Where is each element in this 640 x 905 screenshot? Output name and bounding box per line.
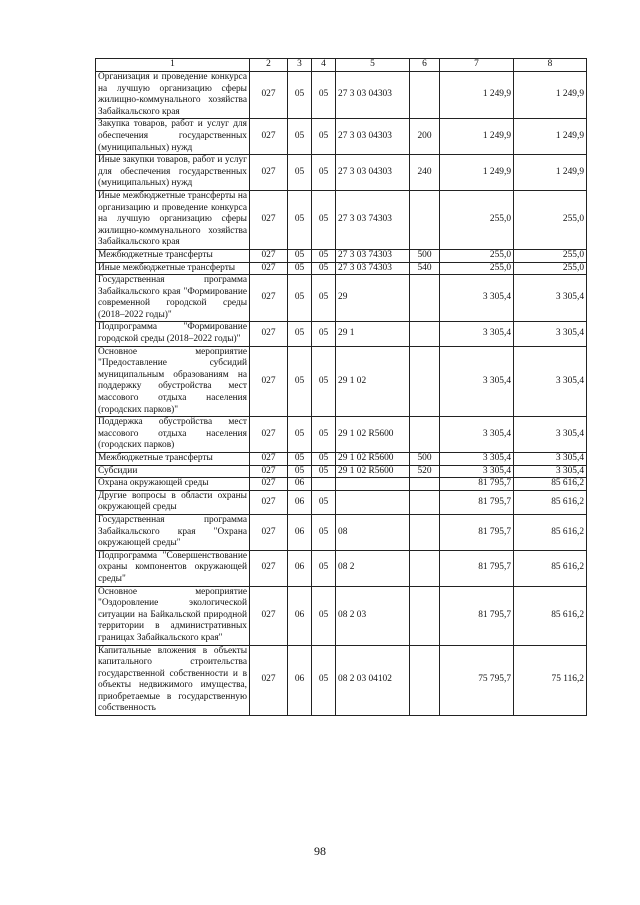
cell-amount-col7: 3 305,4 [440, 275, 514, 322]
cell-section: 06 [288, 478, 312, 491]
cell-target-article: 27 3 03 74303 [336, 262, 410, 275]
cell-section: 05 [288, 275, 312, 322]
cell-name: Государственная программа Забайкальского края "Формирование современной городской среды (2018–2022 годы)" [96, 275, 250, 322]
cell-amount-col7: 75 795,7 [440, 645, 514, 716]
cell-expense-type [410, 514, 440, 550]
cell-amount-col8: 85 616,2 [514, 514, 587, 550]
cell-section: 05 [288, 262, 312, 275]
cell-subsection: 05 [312, 190, 336, 249]
cell-amount-col8: 85 616,2 [514, 490, 587, 514]
cell-amount-col7: 81 795,7 [440, 490, 514, 514]
cell-target-article: 27 3 03 04303 [336, 155, 410, 191]
cell-ministry-code: 027 [250, 453, 288, 466]
cell-section: 05 [288, 417, 312, 453]
cell-amount-col8: 255,0 [514, 249, 587, 262]
cell-amount-col7: 1 249,9 [440, 155, 514, 191]
cell-name: Субсидии [96, 465, 250, 478]
cell-target-article: 08 2 03 [336, 586, 410, 645]
cell-amount-col7: 255,0 [440, 190, 514, 249]
cell-amount-col8: 255,0 [514, 262, 587, 275]
cell-section: 05 [288, 190, 312, 249]
table-row [96, 514, 587, 550]
cell-target-article: 29 1 [336, 322, 410, 346]
budget-table [95, 58, 587, 716]
table-row [96, 190, 587, 249]
column-header: 7 [440, 59, 514, 72]
cell-section: 06 [288, 645, 312, 716]
cell-ministry-code: 027 [250, 586, 288, 645]
cell-amount-col8: 3 305,4 [514, 417, 587, 453]
cell-ministry-code: 027 [250, 645, 288, 716]
cell-name: Основное мероприятие "Предоставление субсидий муниципальным образованиям на поддержку обустройства мест массового отдыха населения (городских парков)" [96, 346, 250, 417]
page-number: 98 [314, 844, 326, 858]
cell-subsection: 05 [312, 119, 336, 155]
cell-amount-col7: 81 795,7 [440, 586, 514, 645]
cell-section: 05 [288, 72, 312, 119]
cell-amount-col8: 85 616,2 [514, 478, 587, 491]
cell-ministry-code: 027 [250, 478, 288, 491]
cell-amount-col8: 1 249,9 [514, 155, 587, 191]
cell-amount-col7: 3 305,4 [440, 346, 514, 417]
cell-subsection: 05 [312, 514, 336, 550]
cell-section: 06 [288, 586, 312, 645]
cell-section: 06 [288, 514, 312, 550]
cell-ministry-code: 027 [250, 190, 288, 249]
cell-target-article: 29 1 02 [336, 346, 410, 417]
cell-amount-col8: 255,0 [514, 190, 587, 249]
cell-ministry-code: 027 [250, 417, 288, 453]
table-row [96, 346, 587, 417]
cell-subsection: 05 [312, 72, 336, 119]
cell-ministry-code: 027 [250, 119, 288, 155]
cell-subsection: 05 [312, 155, 336, 191]
cell-ministry-code: 027 [250, 490, 288, 514]
cell-subsection: 05 [312, 490, 336, 514]
cell-ministry-code: 027 [250, 322, 288, 346]
cell-amount-col8: 3 305,4 [514, 275, 587, 322]
cell-amount-col7: 81 795,7 [440, 550, 514, 586]
cell-expense-type [410, 478, 440, 491]
cell-target-article: 27 3 03 04303 [336, 119, 410, 155]
table-row [96, 275, 587, 322]
cell-expense-type: 520 [410, 465, 440, 478]
cell-expense-type: 240 [410, 155, 440, 191]
cell-subsection: 05 [312, 322, 336, 346]
cell-expense-type [410, 322, 440, 346]
table-row [96, 478, 587, 491]
cell-name: Закупка товаров, работ и услуг для обеспечения государственных (муниципальных) нужд [96, 119, 250, 155]
cell-ministry-code: 027 [250, 275, 288, 322]
cell-section: 05 [288, 453, 312, 466]
cell-expense-type [410, 417, 440, 453]
cell-amount-col7: 255,0 [440, 249, 514, 262]
table-row [96, 417, 587, 453]
cell-subsection: 05 [312, 453, 336, 466]
cell-section: 05 [288, 119, 312, 155]
cell-target-article [336, 478, 410, 491]
cell-name: Государственная программа Забайкальского края "Охрана окружающей среды" [96, 514, 250, 550]
cell-ministry-code: 027 [250, 72, 288, 119]
cell-subsection: 05 [312, 465, 336, 478]
column-header: 6 [410, 59, 440, 72]
cell-subsection: 05 [312, 586, 336, 645]
cell-ministry-code: 027 [250, 249, 288, 262]
cell-name: Подпрограмма "Формирование городской среды (2018–2022 годы)" [96, 322, 250, 346]
cell-amount-col8: 3 305,4 [514, 346, 587, 417]
cell-expense-type: 540 [410, 262, 440, 275]
cell-amount-col8: 85 616,2 [514, 586, 587, 645]
column-header: 4 [312, 59, 336, 72]
cell-expense-type: 500 [410, 453, 440, 466]
cell-ministry-code: 027 [250, 514, 288, 550]
cell-expense-type [410, 346, 440, 417]
cell-subsection: 05 [312, 550, 336, 586]
table-row [96, 322, 587, 346]
cell-amount-col8: 85 616,2 [514, 550, 587, 586]
cell-expense-type [410, 72, 440, 119]
cell-target-article [336, 490, 410, 514]
cell-target-article: 08 2 03 04102 [336, 645, 410, 716]
column-header: 3 [288, 59, 312, 72]
cell-ministry-code: 027 [250, 346, 288, 417]
cell-section: 05 [288, 155, 312, 191]
cell-section: 06 [288, 550, 312, 586]
cell-amount-col7: 1 249,9 [440, 119, 514, 155]
cell-name: Основное мероприятие "Оздоровление экологической ситуации на Байкальской природной территории в административных границах Забайкальского края" [96, 586, 250, 645]
table-row [96, 550, 587, 586]
cell-expense-type [410, 490, 440, 514]
table-row [96, 465, 587, 478]
cell-ministry-code: 027 [250, 550, 288, 586]
cell-name: Иные межбюджетные трансферты [96, 262, 250, 275]
cell-amount-col7: 3 305,4 [440, 322, 514, 346]
cell-name: Иные межбюджетные трансферты на организацию и проведение конкурса на лучшую организацию сферы жилищно-коммунального хозяйства Забайкальского края [96, 190, 250, 249]
cell-target-article: 27 3 03 74303 [336, 249, 410, 262]
table-row [96, 72, 587, 119]
cell-section: 05 [288, 465, 312, 478]
cell-expense-type [410, 190, 440, 249]
cell-ministry-code: 027 [250, 155, 288, 191]
cell-amount-col7: 81 795,7 [440, 478, 514, 491]
cell-amount-col8: 3 305,4 [514, 453, 587, 466]
table-row [96, 490, 587, 514]
cell-section: 06 [288, 490, 312, 514]
cell-subsection: 05 [312, 645, 336, 716]
cell-expense-type [410, 550, 440, 586]
cell-name: Другие вопросы в области охраны окружающей среды [96, 490, 250, 514]
cell-name: Поддержка обустройства мест массового отдыха населения (городских парков) [96, 417, 250, 453]
cell-name: Капитальные вложения в объекты капитального строительства государственной собственности и в объекты недвижимого имущества, приобретаемые в государственную собственность [96, 645, 250, 716]
cell-name: Иные закупки товаров, работ и услуг для обеспечения государственных (муниципальных) нужд [96, 155, 250, 191]
cell-section: 05 [288, 322, 312, 346]
cell-amount-col8: 3 305,4 [514, 465, 587, 478]
cell-amount-col8: 3 305,4 [514, 322, 587, 346]
column-header: 8 [514, 59, 587, 72]
table-body [96, 72, 587, 716]
cell-target-article: 27 3 03 74303 [336, 190, 410, 249]
cell-name: Организация и проведение конкурса на лучшую организацию сферы жилищно-коммунального хозяйства Забайкальского края [96, 72, 250, 119]
cell-amount-col7: 3 305,4 [440, 465, 514, 478]
cell-amount-col7: 255,0 [440, 262, 514, 275]
column-header: 1 [96, 59, 250, 72]
cell-ministry-code: 027 [250, 465, 288, 478]
cell-target-article: 08 2 [336, 550, 410, 586]
cell-target-article: 29 1 02 R5600 [336, 417, 410, 453]
table-row [96, 119, 587, 155]
table-row [96, 645, 587, 716]
cell-target-article: 29 [336, 275, 410, 322]
cell-target-article: 29 1 02 R5600 [336, 465, 410, 478]
cell-expense-type [410, 645, 440, 716]
cell-expense-type [410, 275, 440, 322]
cell-subsection: 05 [312, 262, 336, 275]
column-header: 2 [250, 59, 288, 72]
cell-name: Охрана окружающей среды [96, 478, 250, 491]
cell-amount-col8: 75 116,2 [514, 645, 587, 716]
cell-target-article: 08 [336, 514, 410, 550]
cell-amount-col7: 81 795,7 [440, 514, 514, 550]
cell-subsection [312, 478, 336, 491]
cell-name: Межбюджетные трансферты [96, 249, 250, 262]
table-row [96, 262, 587, 275]
cell-amount-col7: 3 305,4 [440, 453, 514, 466]
cell-amount-col8: 1 249,9 [514, 72, 587, 119]
cell-expense-type: 500 [410, 249, 440, 262]
cell-name: Подпрограмма "Совершенствование охраны компонентов окружающей среды" [96, 550, 250, 586]
cell-amount-col7: 3 305,4 [440, 417, 514, 453]
cell-ministry-code: 027 [250, 262, 288, 275]
table-row [96, 155, 587, 191]
cell-subsection: 05 [312, 346, 336, 417]
cell-subsection: 05 [312, 249, 336, 262]
cell-expense-type: 200 [410, 119, 440, 155]
cell-expense-type [410, 586, 440, 645]
cell-target-article: 29 1 02 R5600 [336, 453, 410, 466]
cell-name: Межбюджетные трансферты [96, 453, 250, 466]
table-row [96, 249, 587, 262]
table-header-row [96, 59, 587, 72]
cell-subsection: 05 [312, 417, 336, 453]
cell-amount-col7: 1 249,9 [440, 72, 514, 119]
cell-subsection: 05 [312, 275, 336, 322]
cell-section: 05 [288, 249, 312, 262]
cell-section: 05 [288, 346, 312, 417]
table-row [96, 453, 587, 466]
cell-amount-col8: 1 249,9 [514, 119, 587, 155]
column-header: 5 [336, 59, 410, 72]
cell-target-article: 27 3 03 04303 [336, 72, 410, 119]
table-row [96, 586, 587, 645]
